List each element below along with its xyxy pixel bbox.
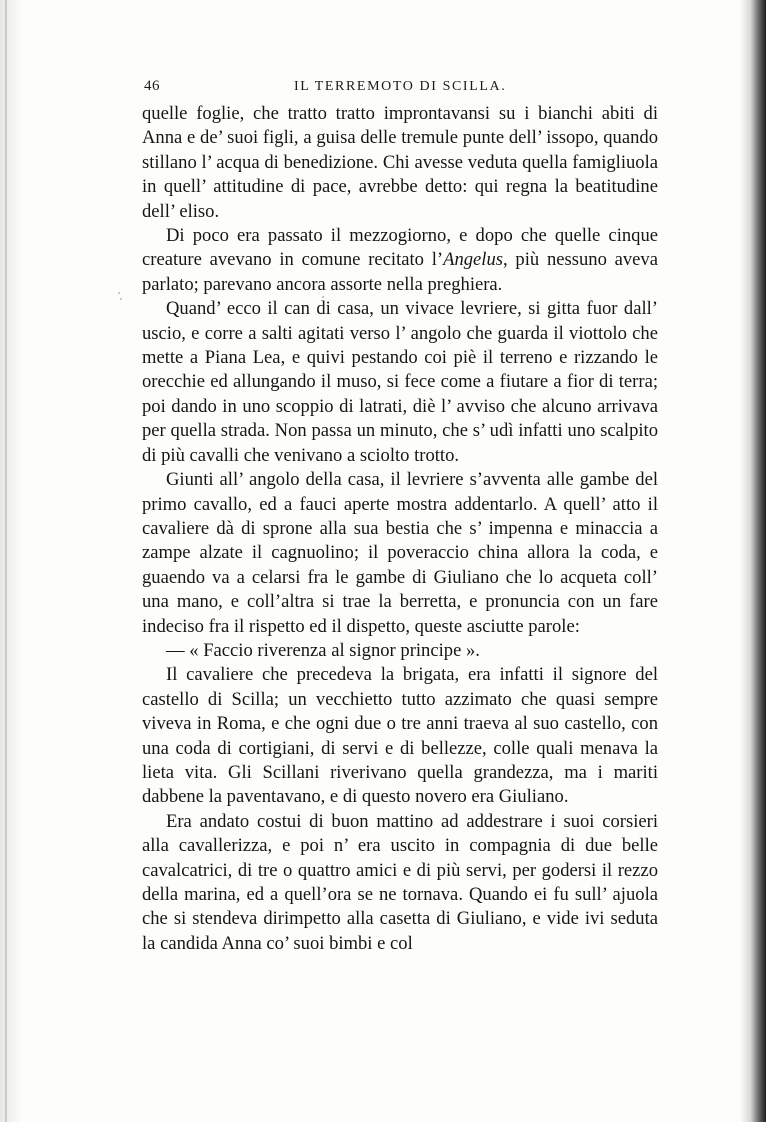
paragraph: Il cavaliere che precedeva la brigata, era infatti il signore del castello di Scilla; un vecchietto tutto azzimato che quasi sempre viveva in Roma, e che ogni due o tre anni traeva al suo castello, con una coda di cortigiani, di servi e di bellezze, colle quali menava la lieta vita. Gli Scillani riverivano quella grandezza, ma i mariti dabbene la paventavano, e di questo novero era Giuliano. [142,664,658,808]
paragraph [142,224,658,297]
page-number: 46 [144,78,160,94]
paper-speck [118,292,120,294]
latin-term: Angelus [443,249,503,271]
dialogue-line: — « Faccio riverenza al signor principe ». [166,639,480,661]
body-text [142,102,658,956]
page-scan-shadow [740,0,766,1122]
running-header [144,78,658,100]
page-binding-edge [0,0,22,1122]
paragraph-text: Di poco era passato il mezzogiorno, e dopo che quelle cinque creature avevano in comune recitato l’ [142,225,658,271]
paragraph-text: , più nessuno aveva parlato; parevano ancora assorte nella preghiera. [142,249,658,295]
paragraph: Era andato costui di buon mattino ad addestrare i suoi corsieri alla cavallerizza, e poi n’ era uscito in compagnia di due belle cavalcatrici, di tre o quattro amici e di più servi, per godersi il rezzo della marina, ed a quell’ora se ne tornava. Quando ei fu sull’ ajuola che si stendeva dirimpetto alla casetta di Giuliano, e vide ivi seduta la candida Anna co’ suoi bimbi e col [142,810,658,954]
paper-speck [322,296,324,298]
paragraph: Giunti all’ angolo della casa, il levriere s’avventa alle gambe del primo cavallo, ed a fauci aperte mostra addentarlo. A quell’ atto il cavaliere dà di sprone alla sua bestia che s’ impenna e minaccia a zampe alzate il cagnuolino; il poveraccio china allora la coda, e guaendo va a celarsi fra le gambe di Giuliano che lo acqueta coll’ una mano, e coll’altra si trae la berretta, e pronuncia con un fare indeciso fra il rispetto ed il dispetto, queste asciutte parole: [142,469,658,637]
paper-speck [120,298,122,300]
paragraph-continuation: quelle foglie, che tratto tratto improntavansi su i bianchi abiti di Anna e de’ suoi figli, a guisa delle tremule punte dell’ issopo, quando stillano l’ acqua di benedizione. Chi avesse veduta quella famigliuola in quell’ attitudine di pace, avrebbe detto: qui regna la beatitudine dell’ eliso. [142,103,658,222]
paragraph: Quand’ ecco il can di casa, un vivace levriere, si gitta fuor dall’ uscio, e corre a salti agitati verso l’ angolo che guarda il viottolo che mette a Piana Lea, e quivi pestando coi piè il terreno e rizzando le orecchie ed allungando il muso, si fece come a fiutare a fior di terra; poi dando in uno scoppio di latrati, diè l’ avviso che alcuno arrivava per quella strada. Non passa un minuto, che s’ udì infatti uno scalpito di più cavalli che venivano a sciolto trotto. [142,298,658,466]
running-title: IL TERREMOTO DI SCILLA. [294,79,507,94]
